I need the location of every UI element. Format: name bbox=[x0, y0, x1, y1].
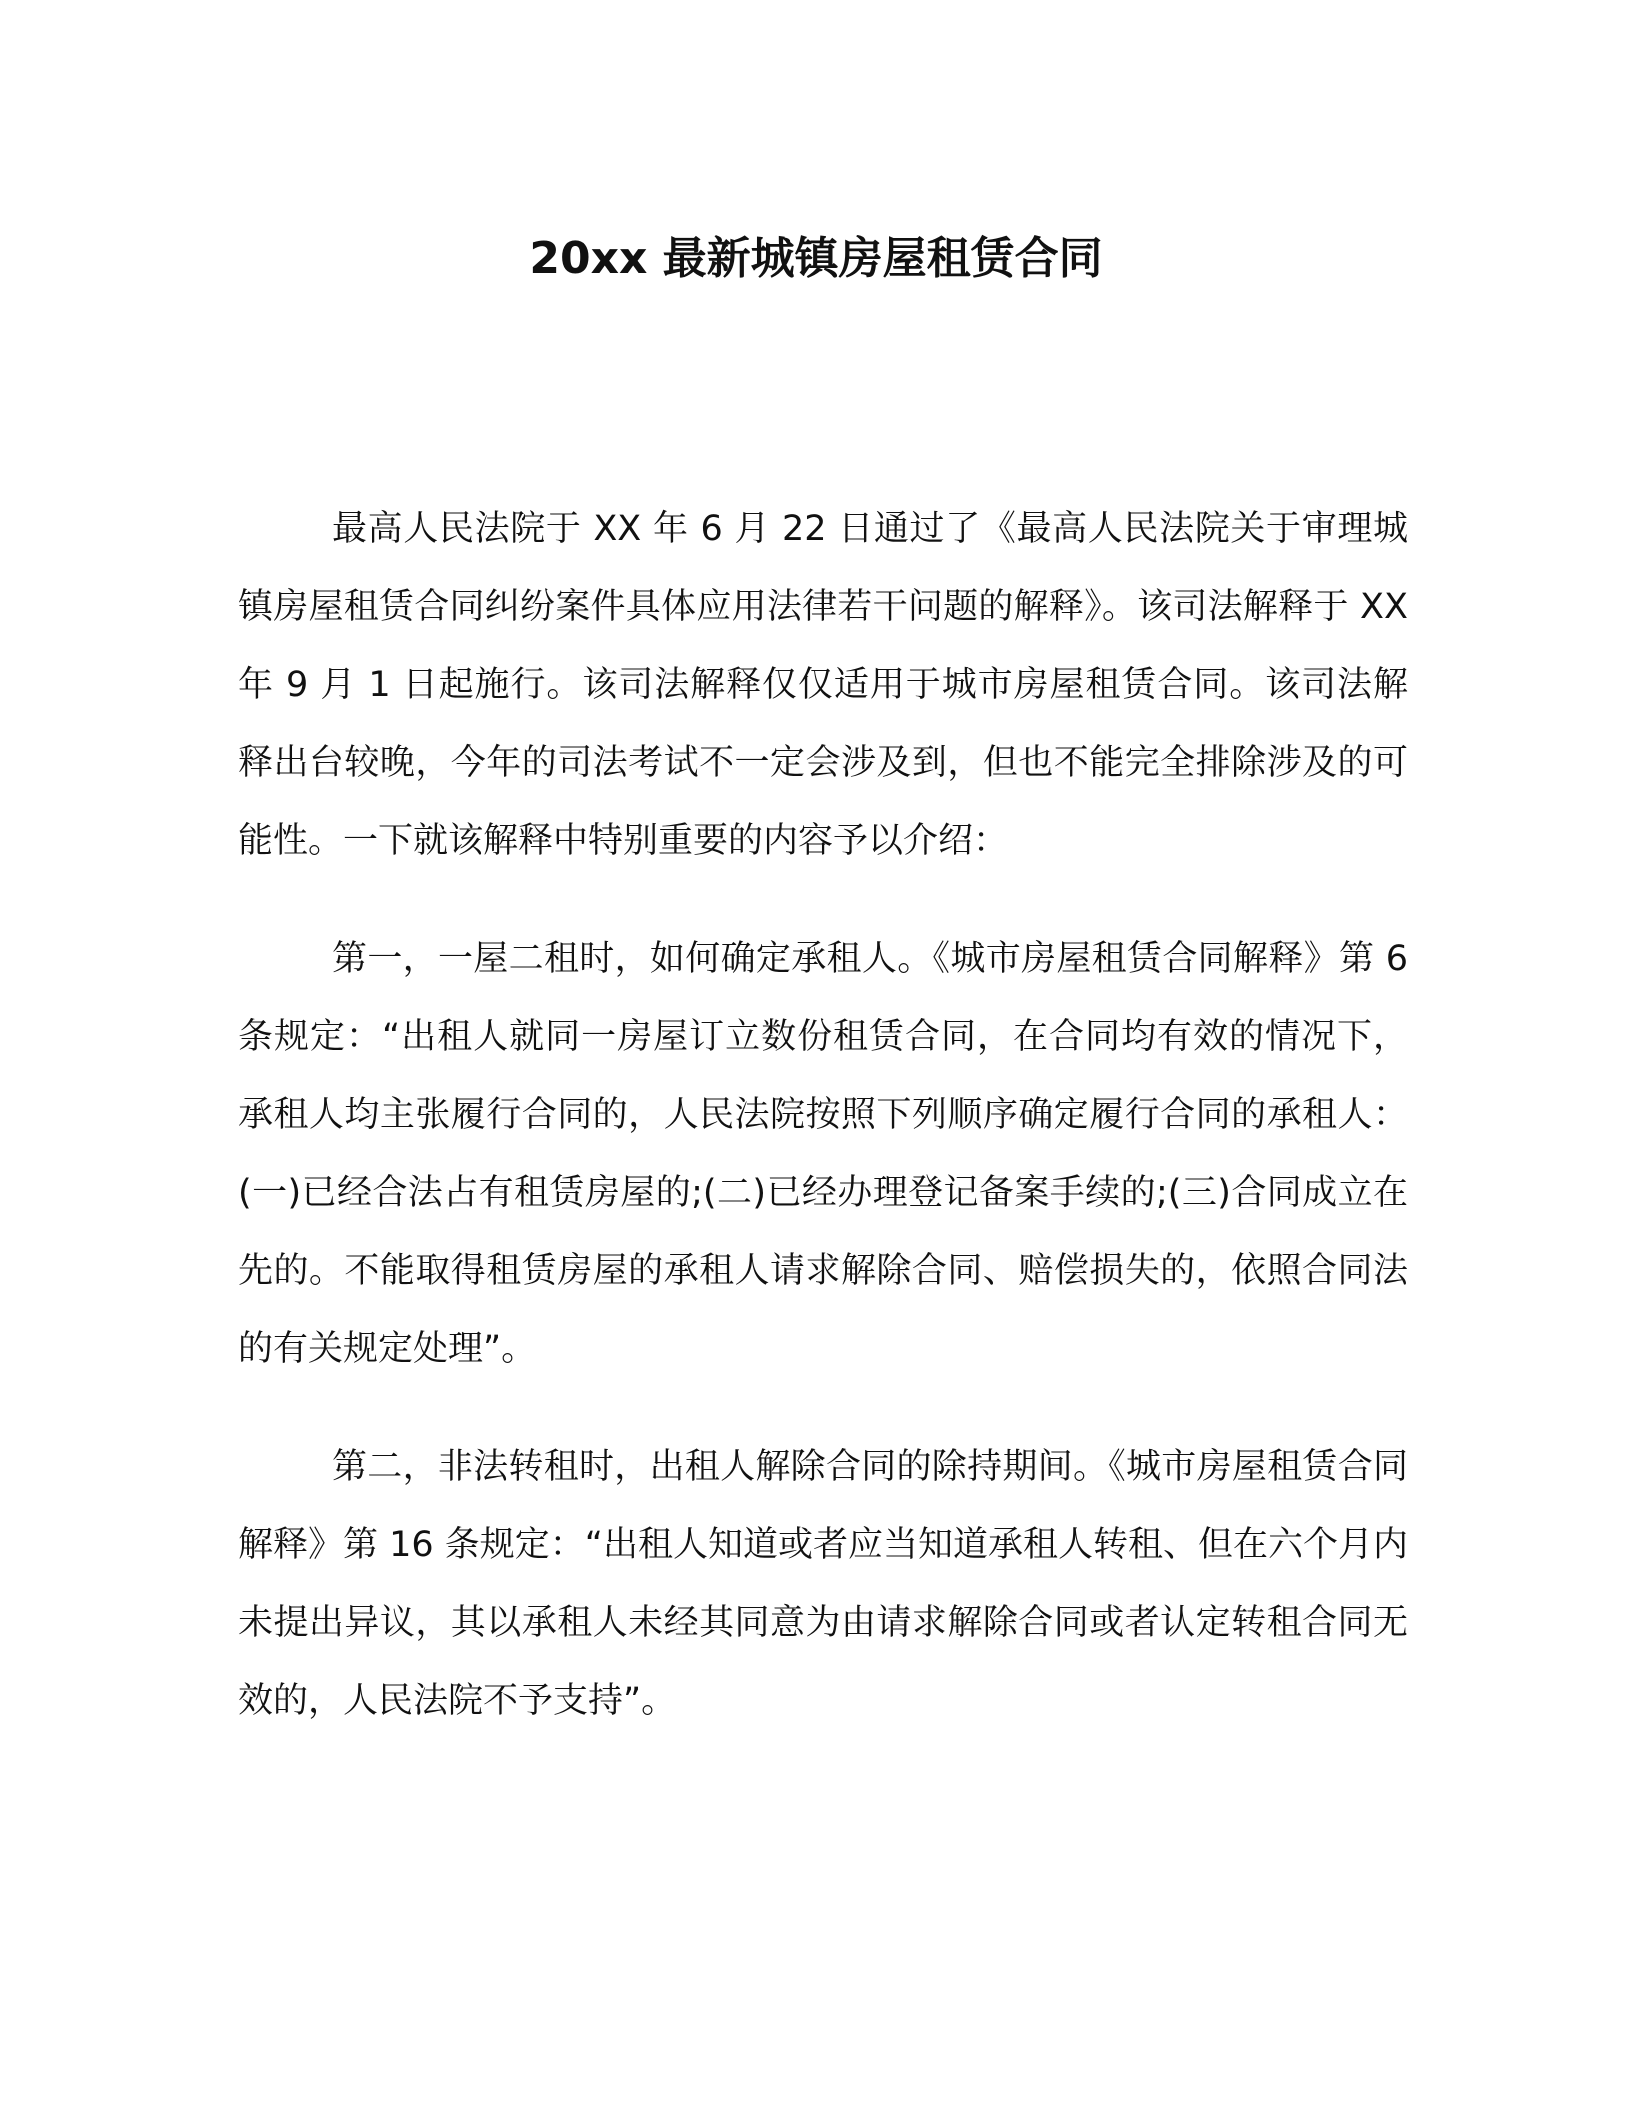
paragraph-second-point: 第二，非法转租时，出租人解除合同的除持期间。《城市房屋租赁合同解释》第 16 条规定：“出租人知道或者应当知道承租人转租、但在六个月内未提出异议，其以承租人未经其同意为由请求解除合同或者认定转租合同无效的，人民法院不予支持”。 bbox=[238, 1447, 1408, 1721]
paragraph-intro: 最高人民法院于 XX 年 6 月 22 日通过了《最高人民法院关于审理城镇房屋租赁合同纠纷案件具体应用法律若干问题的解释》。该司法解释于 XX 年 9 月 1 日起施行。该司法解释仅仅适用于城市房屋租赁合同。该司法解释出台较晚，今年的司法考试不一定会涉及到，但也不能完全排除涉及的可能性。一下就该解释中特别重要的内容予以介绍： bbox=[238, 509, 1408, 861]
document-title: 20xx 最新城镇房屋租赁合同 bbox=[529, 233, 1103, 284]
document-body bbox=[238, 490, 1408, 1780]
paragraph-first-point: 第一，一屋二租时，如何确定承租人。《城市房屋租赁合同解释》第 6 条规定：“出租人就同一房屋订立数份租赁合同，在合同均有效的情况下，承租人均主张履行合同的，人民法院按照下列顺序确定履行合同的承租人：(一)已经合法占有租赁房屋的;(二)已经办理登记备案手续的;(三)合同成立在先的。不能取得租赁房屋的承租人请求解除合同、赔偿损失的，依照合同法的有关规定处理”。 bbox=[238, 939, 1408, 1369]
